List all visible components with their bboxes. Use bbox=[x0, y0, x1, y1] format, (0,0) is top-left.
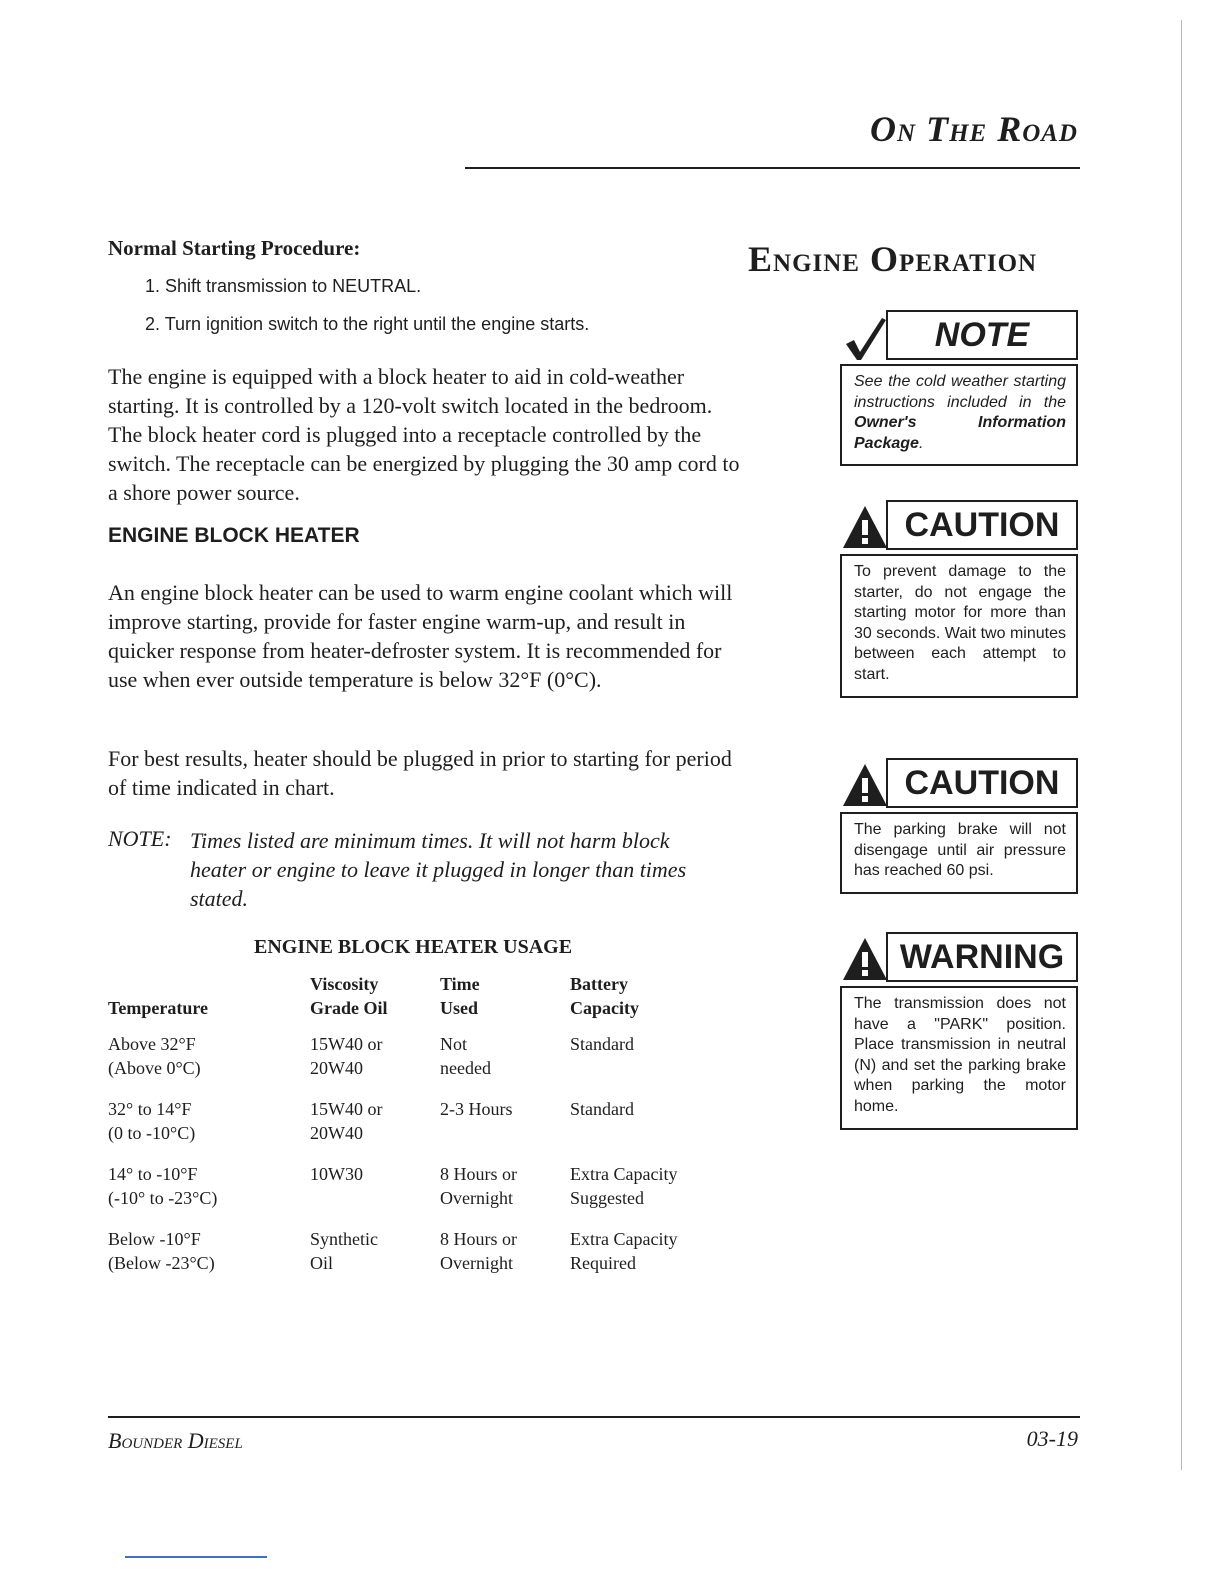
table-row bbox=[108, 1227, 730, 1292]
caution-title: CAUTION bbox=[886, 758, 1078, 808]
table-cell: 15W40 or 20W40 bbox=[310, 1099, 383, 1143]
warning-triangle-icon bbox=[842, 504, 888, 550]
table-cell: 15W40 or 20W40 bbox=[310, 1034, 383, 1078]
table-cell: Not needed bbox=[440, 1034, 491, 1078]
table-cell: 32° to 14°F (0 to -10°C) bbox=[108, 1099, 196, 1143]
page-edge-line bbox=[1181, 20, 1182, 1470]
block-heater-heading: ENGINE BLOCK HEATER bbox=[108, 524, 360, 547]
table-cell: Above 32°F (Above 0°C) bbox=[108, 1034, 201, 1078]
table-cell: 14° to -10°F (-10° to -23°C) bbox=[108, 1164, 218, 1208]
table-header-row bbox=[108, 972, 730, 1032]
footer-rule bbox=[108, 1416, 1080, 1418]
starting-heading: Normal Starting Procedure: bbox=[108, 236, 361, 260]
note-notice-text: See the cold weather starting instructions included in the Owner's Information Package. bbox=[840, 364, 1078, 466]
checkmark-icon bbox=[842, 314, 888, 360]
caution-text: To prevent damage to the starter, do not engage the starting motor for more than 30 seconds. Wait two minutes between each attempt to start. bbox=[840, 554, 1078, 698]
note-title: NOTE bbox=[886, 310, 1078, 360]
bottom-accent-line bbox=[125, 1556, 267, 1558]
table-cell: 10W30 bbox=[310, 1164, 363, 1184]
table-cell: Standard bbox=[570, 1034, 634, 1054]
warning-triangle-icon bbox=[842, 762, 888, 808]
header-temperature: Temperature bbox=[108, 998, 208, 1018]
step-item: 2. Turn ignition switch to the right until the engine starts. bbox=[145, 314, 590, 334]
table-title: ENGINE BLOCK HEATER USAGE bbox=[254, 936, 573, 958]
caution-text: The parking brake will not disengage until air pressure has reached 60 psi. bbox=[840, 812, 1078, 894]
warning-notice bbox=[840, 932, 1078, 1130]
heater-usage-table bbox=[108, 972, 730, 1292]
table-cell: Extra Capacity Required bbox=[570, 1229, 678, 1273]
starting-steps bbox=[145, 276, 589, 352]
block-heater-paragraph-1: An engine block heater can be used to warm engine coolant which will improve starting, provide for faster engine warm-up, and result in quicker response from heater-defroster system. It is recommended for use when ever outside temperature is below 32°F (0°C). bbox=[108, 580, 733, 692]
header-time: Time Used bbox=[440, 974, 480, 1018]
table-cell: 2-3 Hours bbox=[440, 1099, 513, 1119]
table-row bbox=[108, 1097, 730, 1162]
starting-paragraph: The engine is equipped with a block heater to aid in cold-weather starting. It is controlled by a 120-volt switch located in the bedroom. The block heater cord is plugged into a receptacle controlled by the switch. The receptacle can be energized by plugging the 30 amp cord to a shore power source. bbox=[108, 364, 740, 505]
header-battery: Battery Capacity bbox=[570, 974, 639, 1018]
warning-title: WARNING bbox=[886, 932, 1078, 982]
table-cell: 8 Hours or Overnight bbox=[440, 1229, 517, 1273]
table-cell: 8 Hours or Overnight bbox=[440, 1164, 517, 1208]
caution-notice-brake bbox=[840, 758, 1078, 894]
note-notice bbox=[840, 310, 1078, 466]
caution-notice-starter bbox=[840, 500, 1078, 698]
table-cell: Synthetic Oil bbox=[310, 1229, 378, 1273]
header-title: On The Road bbox=[870, 109, 1078, 149]
table-cell: Below -10°F (Below -23°C) bbox=[108, 1229, 215, 1273]
step-item: 1. Shift transmission to NEUTRAL. bbox=[145, 276, 422, 296]
section-title: Engine Operation bbox=[748, 239, 1038, 279]
table-cell: Standard bbox=[570, 1099, 634, 1119]
note-label: NOTE: bbox=[108, 826, 172, 851]
footer-title: Bounder Diesel bbox=[108, 1428, 243, 1453]
table-row bbox=[108, 1162, 730, 1227]
warning-triangle-icon bbox=[842, 936, 888, 982]
block-heater-paragraph-2: For best results, heater should be plugged in prior to starting for period of time indicated in chart. bbox=[108, 746, 732, 800]
table-row bbox=[108, 1032, 730, 1097]
table-cell: Extra Capacity Suggested bbox=[570, 1164, 678, 1208]
note-text: Times listed are minimum times. It will not harm block heater or engine to leave it plugged in longer than times stated. bbox=[190, 828, 687, 911]
warning-text: The transmission does not have a "PARK" position. Place transmission in neutral (N) and set the parking brake when parking the motor home. bbox=[840, 986, 1078, 1130]
header-rule bbox=[465, 167, 1080, 169]
caution-title: CAUTION bbox=[886, 500, 1078, 550]
page-number: 03-19 bbox=[1026, 1426, 1078, 1451]
header-viscosity: Viscosity Grade Oil bbox=[310, 974, 388, 1018]
